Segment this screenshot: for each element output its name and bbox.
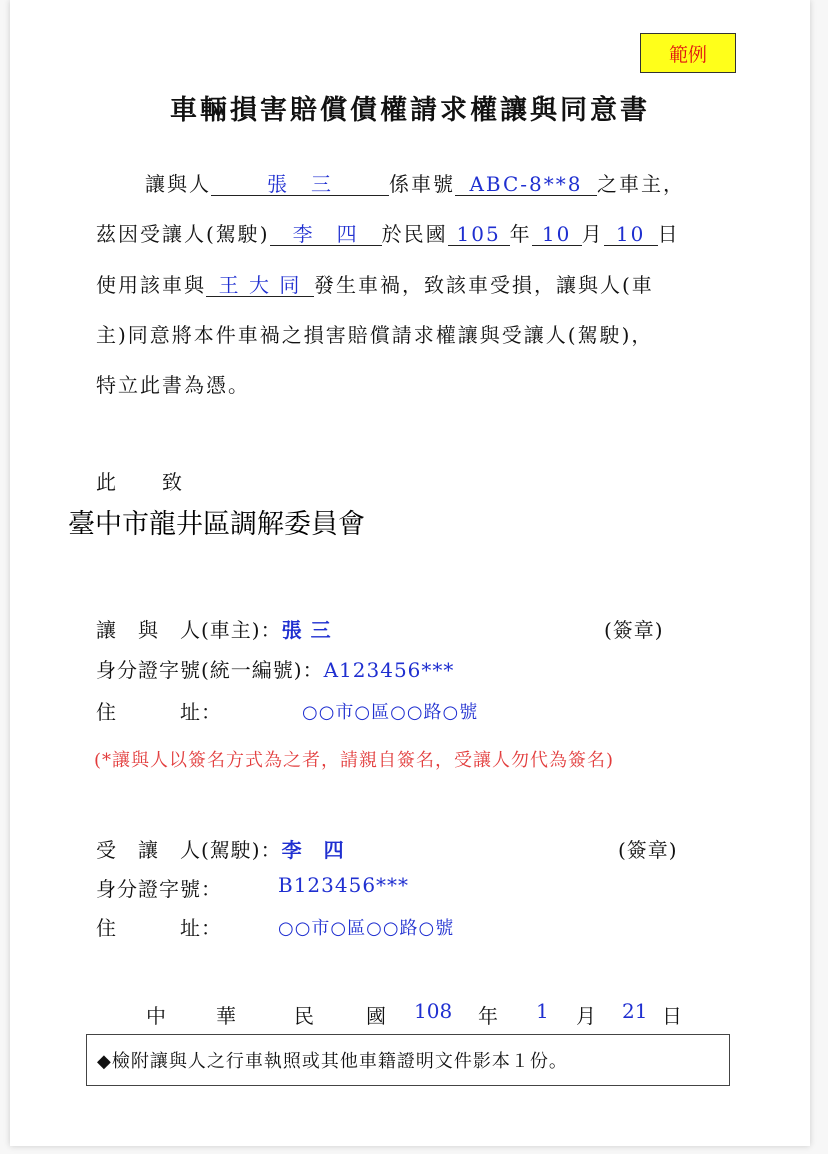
date-char-hua: 華	[216, 1004, 236, 1028]
salutation: 此 致	[96, 470, 184, 494]
sign-month-label: 月	[576, 1004, 596, 1028]
assignor-address: ○○市○區○○路○號	[302, 702, 479, 723]
text-use-vehicle: 使用該車與	[96, 273, 206, 297]
assignor-label: 讓 與 人(車主)：	[96, 618, 282, 642]
attachment-note: ◆檢附讓與人之行車執照或其他車籍證明文件影本１份。	[86, 1034, 730, 1086]
body-line-2	[96, 218, 680, 247]
sign-year: 108	[414, 999, 453, 1023]
text-roc-label: 於民國	[381, 222, 448, 246]
assignee-addr-label: 住 址：	[96, 916, 222, 940]
assignee-id-label: 身分證字號：	[96, 877, 222, 901]
assignee-name: 李 四	[281, 838, 345, 862]
assignor-id-line	[96, 654, 454, 683]
text-assignee-label: 茲因受讓人(駕駛)	[96, 222, 270, 246]
assignee-name-field: 李 四	[270, 223, 382, 246]
text-assignor-label: 讓與人	[145, 172, 211, 196]
assignor-seal: (簽章)	[604, 618, 664, 642]
assignee-label: 受 讓 人(駕駛)：	[96, 838, 282, 862]
text-owner: 之車主，	[597, 172, 685, 196]
accident-year-field: 105	[448, 223, 510, 246]
sample-badge: 範例	[640, 33, 736, 73]
assignor-addr-label: 住 址：	[96, 700, 222, 724]
assignor-name-field: 張 三	[211, 173, 389, 196]
assignee-seal: (簽章)	[618, 838, 678, 862]
text-day: 日	[657, 222, 680, 246]
body-line-3	[96, 269, 654, 298]
signature-warning: (*讓與人以簽名方式為之者，請親自簽名，受讓人勿代為簽名)	[94, 750, 615, 771]
document-page	[10, 0, 810, 1146]
assignor-id: A123456***	[323, 658, 455, 682]
sign-year-label: 年	[478, 1004, 498, 1028]
accident-day-field: 10	[604, 223, 658, 246]
assignee-address: ○○市○區○○路○號	[278, 918, 455, 939]
text-plate-label: 係車號	[389, 172, 455, 196]
text-month: 月	[581, 222, 604, 246]
sign-month: 1	[536, 999, 549, 1023]
assignee-id: B123456***	[278, 873, 410, 897]
date-char-guo: 國	[366, 1004, 386, 1028]
other-party-field: 王 大 同	[206, 274, 314, 297]
recipient-org: 臺中市龍井區調解委員會	[68, 509, 365, 540]
sign-day: 21	[622, 999, 648, 1023]
sign-day-label: 日	[662, 1004, 682, 1028]
assignor-name: 張 三	[281, 618, 332, 642]
plate-number-field: ABC-8**8	[455, 173, 597, 196]
body-line-1	[145, 168, 685, 197]
date-char-min: 民	[294, 1004, 314, 1028]
page-title: 車輛損害賠償債權請求權讓與同意書	[170, 95, 650, 126]
text-accident-desc: 發生車禍，致該車受損，讓與人(車	[314, 273, 654, 297]
body-line-4: 主)同意將本件車禍之損害賠償請求權讓與受讓人(駕駛)，	[96, 323, 654, 347]
assignor-signature-line	[96, 614, 332, 643]
text-year: 年	[509, 222, 532, 246]
assignor-id-label: 身分證字號(統一編號)：	[96, 658, 324, 682]
body-line-5: 特立此書為憑。	[96, 373, 250, 397]
assignee-signature-line	[96, 834, 345, 863]
date-char-zhong: 中	[146, 1004, 166, 1028]
accident-month-field: 10	[532, 223, 582, 246]
